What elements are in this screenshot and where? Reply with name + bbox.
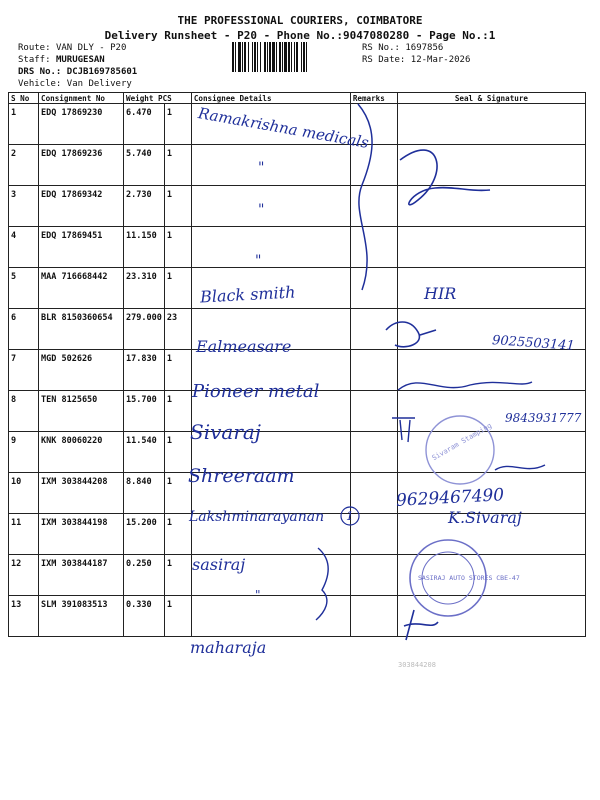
hw-phone-8: 9843931777: [505, 411, 582, 425]
sno-cell: 7: [9, 350, 39, 391]
bracket-mark: [316, 548, 328, 620]
hw-consignee-9: Shreeraam: [188, 465, 295, 487]
pcs-cell: 1: [164, 186, 191, 227]
consignment-cell: EDQ 17869342: [39, 186, 124, 227]
hw-consignee-11: sasiraj: [192, 555, 246, 574]
hw-consignee-1: Ramakrishna medicals: [196, 104, 371, 152]
rs-no-label: RS No.:: [362, 43, 400, 53]
pcs-cell: 1: [164, 514, 191, 555]
runsheet-title: Delivery Runsheet - P20 - Phone No.:9047080280 - Page No.:1: [104, 29, 496, 42]
sno-cell: 1: [9, 104, 39, 145]
hw-ditto-2: ": [258, 160, 265, 176]
hw-consignee-5: Black smith: [199, 282, 296, 307]
col-pcs: PCS: [158, 93, 172, 103]
consignment-cell: IXM 303844187: [39, 555, 124, 596]
pcs-cell: 1: [164, 145, 191, 186]
remark-circle: [341, 507, 359, 525]
weight-cell: 2.730: [124, 186, 165, 227]
signature-mark: [495, 465, 545, 470]
col-weight: Weight: [126, 93, 154, 103]
pcs-cell: 23: [164, 309, 191, 350]
sno-cell: 8: [9, 391, 39, 432]
sno-cell: 5: [9, 268, 39, 309]
hw-sign-10: K.Sivaraj: [448, 508, 522, 527]
sno-cell: 13: [9, 596, 39, 637]
pcs-cell: 1: [164, 268, 191, 309]
hw-consignee-7: Pioneer metal: [192, 381, 320, 402]
sno-cell: 2: [9, 145, 39, 186]
signature-mark: [400, 150, 490, 205]
pcs-cell: 1: [164, 350, 191, 391]
company-title: THE PROFESSIONAL COURIERS, COIMBATORE: [177, 14, 423, 27]
sno-cell: 4: [9, 227, 39, 268]
consignment-cell: EDQ 17869230: [39, 104, 124, 145]
weight-cell: 0.330: [124, 596, 165, 637]
pcs-cell: 1: [164, 391, 191, 432]
sivaram-stamp-text: Sivaram Stamping: [430, 421, 494, 463]
consignment-cell: SLM 391083513: [39, 596, 124, 637]
hw-phone-6: 9025503141: [491, 333, 576, 354]
signature-mark: [386, 322, 436, 347]
consignment-cell: MGD 502626: [39, 350, 124, 391]
consignment-cell: KNK 80060220: [39, 432, 124, 473]
signature-mark: [392, 418, 415, 442]
consignment-cell: BLR 8150360654: [39, 309, 124, 350]
pcs-cell: 1: [164, 104, 191, 145]
vehicle-label: Vehicle:: [18, 79, 62, 89]
col-consignee: Consignee Details: [191, 93, 350, 104]
pcs-cell: 1: [164, 555, 191, 596]
rs-no-value: 1697856: [405, 43, 444, 53]
weight-cell: 15.200: [124, 514, 165, 555]
staff-value: MURUGESAN: [55, 55, 105, 65]
pcs-cell: 1: [164, 432, 191, 473]
consignment-cell: EDQ 17869236: [39, 145, 124, 186]
consignment-cell: TEN 8125650: [39, 391, 124, 432]
sno-cell: 10: [9, 473, 39, 514]
hw-phone-10: 9629467490: [395, 485, 505, 511]
drs-value: DCJB169785601: [66, 67, 138, 77]
rs-date-value: 12-Mar-2026: [410, 55, 471, 65]
round-stamp-text: SASIRAJ AUTO STORES CBE-47: [418, 574, 520, 582]
col-sno: S No: [9, 93, 39, 104]
sno-cell: 12: [9, 555, 39, 596]
weight-cell: 279.000: [124, 309, 165, 350]
col-remarks: Remarks: [350, 93, 397, 104]
weight-cell: 6.470: [124, 104, 165, 145]
hw-ditto-4: ": [255, 253, 262, 269]
weight-cell: 8.840: [124, 473, 165, 514]
weight-cell: 15.700: [124, 391, 165, 432]
pcs-cell: 1: [164, 473, 191, 514]
hw-consignee-8: Sivaraj: [190, 420, 262, 444]
bracket-mark: [358, 104, 372, 290]
hw-ditto-3: ": [258, 202, 265, 218]
col-consignment: Consignment No: [39, 93, 124, 104]
signature-mark: [404, 610, 438, 640]
weight-cell: 11.150: [124, 227, 165, 268]
consignment-cell: IXM 303844198: [39, 514, 124, 555]
signature-mark: [398, 382, 532, 390]
weight-cell: 23.310: [124, 268, 165, 309]
hw-consignee-6: Ealmeasare: [196, 337, 292, 356]
vehicle-value: Van Delivery: [66, 79, 132, 89]
faded-stamp-number: 303844208: [398, 661, 436, 669]
consignment-cell: MAA 716668442: [39, 268, 124, 309]
sno-cell: 6: [9, 309, 39, 350]
pcs-cell: 1: [164, 596, 191, 637]
col-seal: Seal & Signature: [397, 93, 585, 104]
sno-cell: 11: [9, 514, 39, 555]
weight-cell: 0.250: [124, 555, 165, 596]
staff-label: Staff:: [18, 55, 51, 65]
sno-cell: 9: [9, 432, 39, 473]
pcs-cell: 1: [164, 227, 191, 268]
hw-consignee-10: Lakshminarayanan: [189, 509, 325, 525]
weight-cell: 5.740: [124, 145, 165, 186]
rs-date-label: RS Date:: [362, 55, 406, 65]
consignment-cell: IXM 303844208: [39, 473, 124, 514]
hw-remark-10: 1: [346, 509, 354, 523]
weight-cell: 17.830: [124, 350, 165, 391]
drs-label: DRS No.:: [18, 67, 62, 77]
hw-ditto-12: ": [255, 588, 261, 602]
sno-cell: 3: [9, 186, 39, 227]
hw-consignee-13: maharaja: [190, 638, 267, 657]
route-value: VAN DLY - P20: [55, 43, 127, 53]
consignment-cell: EDQ 17869451: [39, 227, 124, 268]
route-label: Route:: [18, 43, 51, 53]
weight-cell: 11.540: [124, 432, 165, 473]
hw-seal-5: HIR: [424, 284, 457, 303]
